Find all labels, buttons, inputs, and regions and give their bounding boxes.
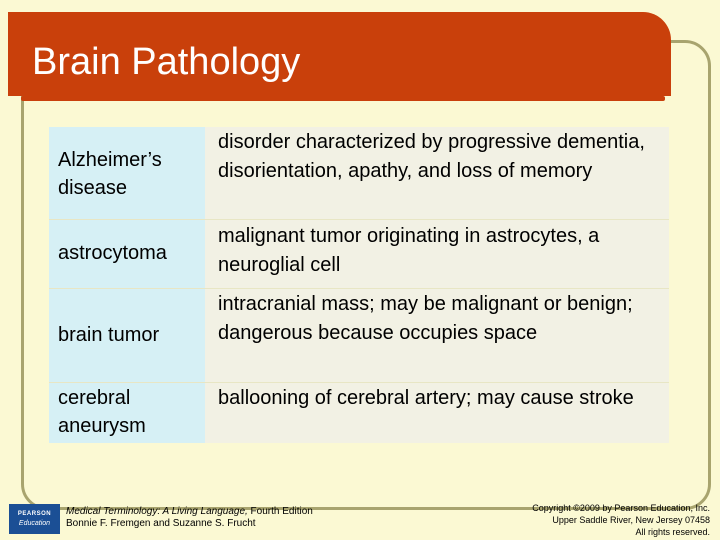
logo-text-top: PEARSON bbox=[17, 511, 52, 517]
book-title: Medical Terminology: A Living Language, bbox=[66, 506, 248, 517]
logo-text-bottom: Education bbox=[18, 520, 51, 527]
definition-cell: malignant tumor originating in astrocytes, a neuroglial cell bbox=[205, 220, 669, 288]
pearson-logo bbox=[9, 504, 60, 534]
copyright-line: Copyright ©2009 by Pearson Education, Inc. bbox=[532, 503, 710, 513]
definition-cell: disorder characterized by progressive dementia, disorientation, apathy, and loss of memory bbox=[205, 127, 669, 219]
table-row bbox=[49, 289, 669, 383]
book-authors: Bonnie F. Fremgen and Suzanne S. Frucht bbox=[66, 518, 256, 529]
title-bar bbox=[8, 12, 671, 96]
copyright-notice bbox=[470, 502, 710, 538]
book-title-line bbox=[66, 506, 366, 518]
definitions-table bbox=[49, 127, 669, 443]
copyright-rights: All rights reserved. bbox=[635, 527, 710, 537]
definition-cell: ballooning of cerebral artery; may cause stroke bbox=[205, 383, 669, 443]
book-edition: Fourth Edition bbox=[247, 506, 313, 517]
term-cell: astrocytoma bbox=[49, 220, 205, 288]
copyright-address: Upper Saddle River, New Jersey 07458 bbox=[552, 515, 710, 525]
table-row bbox=[49, 127, 669, 220]
term-cell: Alzheimer’s disease bbox=[49, 127, 205, 219]
term-cell: cerebral aneurysm bbox=[49, 383, 205, 443]
definition-cell: intracranial mass; may be malignant or benign; dangerous because occupies space bbox=[205, 289, 669, 382]
table-row bbox=[49, 383, 669, 443]
table-row bbox=[49, 220, 669, 289]
slide-title: Brain Pathology bbox=[32, 41, 301, 83]
book-citation bbox=[66, 506, 366, 530]
title-underline bbox=[21, 96, 665, 101]
term-cell: brain tumor bbox=[49, 289, 205, 382]
